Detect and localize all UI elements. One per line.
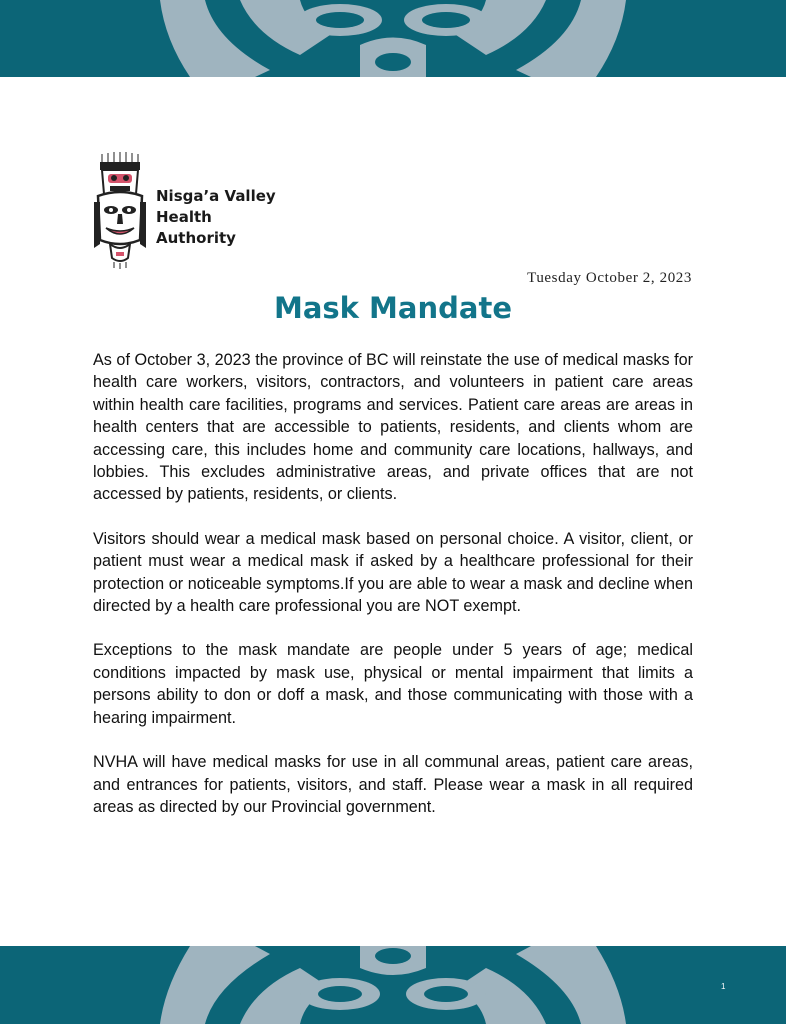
paragraph-visitors: Visitors should wear a medical mask based on personal choice. A visitor, client, or patient must wear a medical mask if asked by a healthcare professional for their protection or noticeable symptoms.If you are able to wear a mask and decline when directed by a health care professional you are NOT exempt. [93, 529, 693, 616]
header-band [0, 0, 786, 77]
formline-crest-icon [92, 152, 152, 270]
paragraph-mandate: As of October 3, 2023 the province of BC will reinstate the use of medical masks for health care workers, visitors, contractors, and volunteers in patient care areas within health care facilities, programs and services. Patient care areas are areas in health centers that are accessible to patients, residents, and clients whom are accessing care, this includes home and community care locations, hallways, and lobbies. This excludes administrative areas, and private offices that are not accessed by patients, residents, or clients. [93, 351, 693, 504]
page-number: 1 [721, 982, 726, 991]
formline-pattern-icon [0, 946, 786, 1024]
organization-logo [92, 152, 292, 270]
formline-pattern-icon [0, 0, 786, 77]
organization-name [156, 186, 292, 249]
organization-name-line1: Nisga’a Valley [156, 187, 276, 205]
footer-band [0, 946, 786, 1024]
paragraph-exceptions: Exceptions to the mask mandate are people under 5 years of age; medical conditions impacted by mask use, physical or mental impairment that limits a persons ability to don or doff a mask, and those communicating with those with a hearing impairment. [93, 641, 693, 727]
organization-name-line2: Health Authority [156, 208, 236, 247]
document-title: Mask Mandate [273, 291, 512, 325]
document-date: Tuesday October 2, 2023 [527, 270, 692, 286]
document-body [93, 349, 693, 840]
paragraph-availability: NVHA will have medical masks for use in all communal areas, patient care areas, and entrances for patients, visitors, and staff. Please wear a mask in all required areas as directed by our Provincial government. [93, 753, 693, 816]
